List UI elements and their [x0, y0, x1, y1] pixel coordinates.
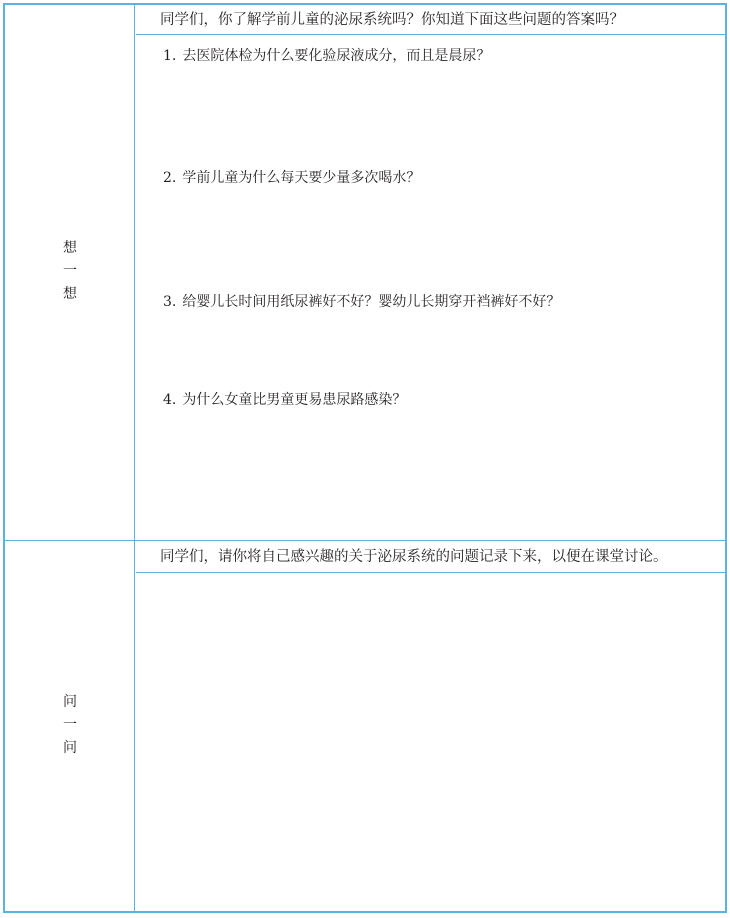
question-2	[163, 169, 420, 187]
question-1-text: 去医院体检为什么要化验尿液成分，而且是晨尿？	[182, 48, 491, 64]
question-3-text: 给婴儿长时间用纸尿裤好不好？婴幼儿长期穿开裆裤好不好？	[182, 294, 561, 310]
question-4-text: 为什么女童比男童更易患尿路感染？	[182, 392, 407, 408]
question-4-number: 4.	[163, 392, 177, 408]
think-label-char-2: 一	[63, 263, 77, 279]
answer-area-4[interactable]	[136, 411, 725, 536]
question-1	[163, 47, 490, 65]
question-3-number: 3.	[163, 294, 177, 310]
ask-answer-area[interactable]	[136, 574, 725, 909]
ask-label-char-2: 一	[63, 717, 77, 733]
ask-label-cell	[5, 541, 135, 911]
question-2-text: 学前儿童为什么每天要少量多次喝水？	[182, 170, 421, 186]
answer-area-2[interactable]	[136, 189, 725, 289]
think-label-cell	[5, 5, 135, 540]
ask-label-char-1: 问	[63, 694, 77, 710]
ask-intro-text: 同学们，请你将自己感兴趣的关于泌尿系统的问题记录下来，以便在课堂讨论。	[136, 541, 725, 573]
question-2-number: 2.	[163, 170, 177, 186]
ask-row	[5, 541, 725, 911]
worksheet-table	[3, 3, 727, 913]
ask-content-cell	[136, 541, 725, 911]
question-4	[163, 391, 406, 409]
ask-label-char-3: 问	[63, 740, 77, 756]
think-row	[5, 5, 725, 541]
think-intro-text: 同学们，你了解学前儿童的泌尿系统吗？你知道下面这些问题的答案吗？	[136, 5, 725, 35]
question-3	[163, 293, 560, 311]
answer-area-3[interactable]	[136, 313, 725, 388]
think-label-char-3: 想	[63, 286, 77, 302]
think-content-cell	[136, 5, 725, 540]
think-label-char-1: 想	[63, 240, 77, 256]
answer-area-1[interactable]	[136, 67, 725, 167]
question-1-number: 1.	[163, 48, 177, 64]
